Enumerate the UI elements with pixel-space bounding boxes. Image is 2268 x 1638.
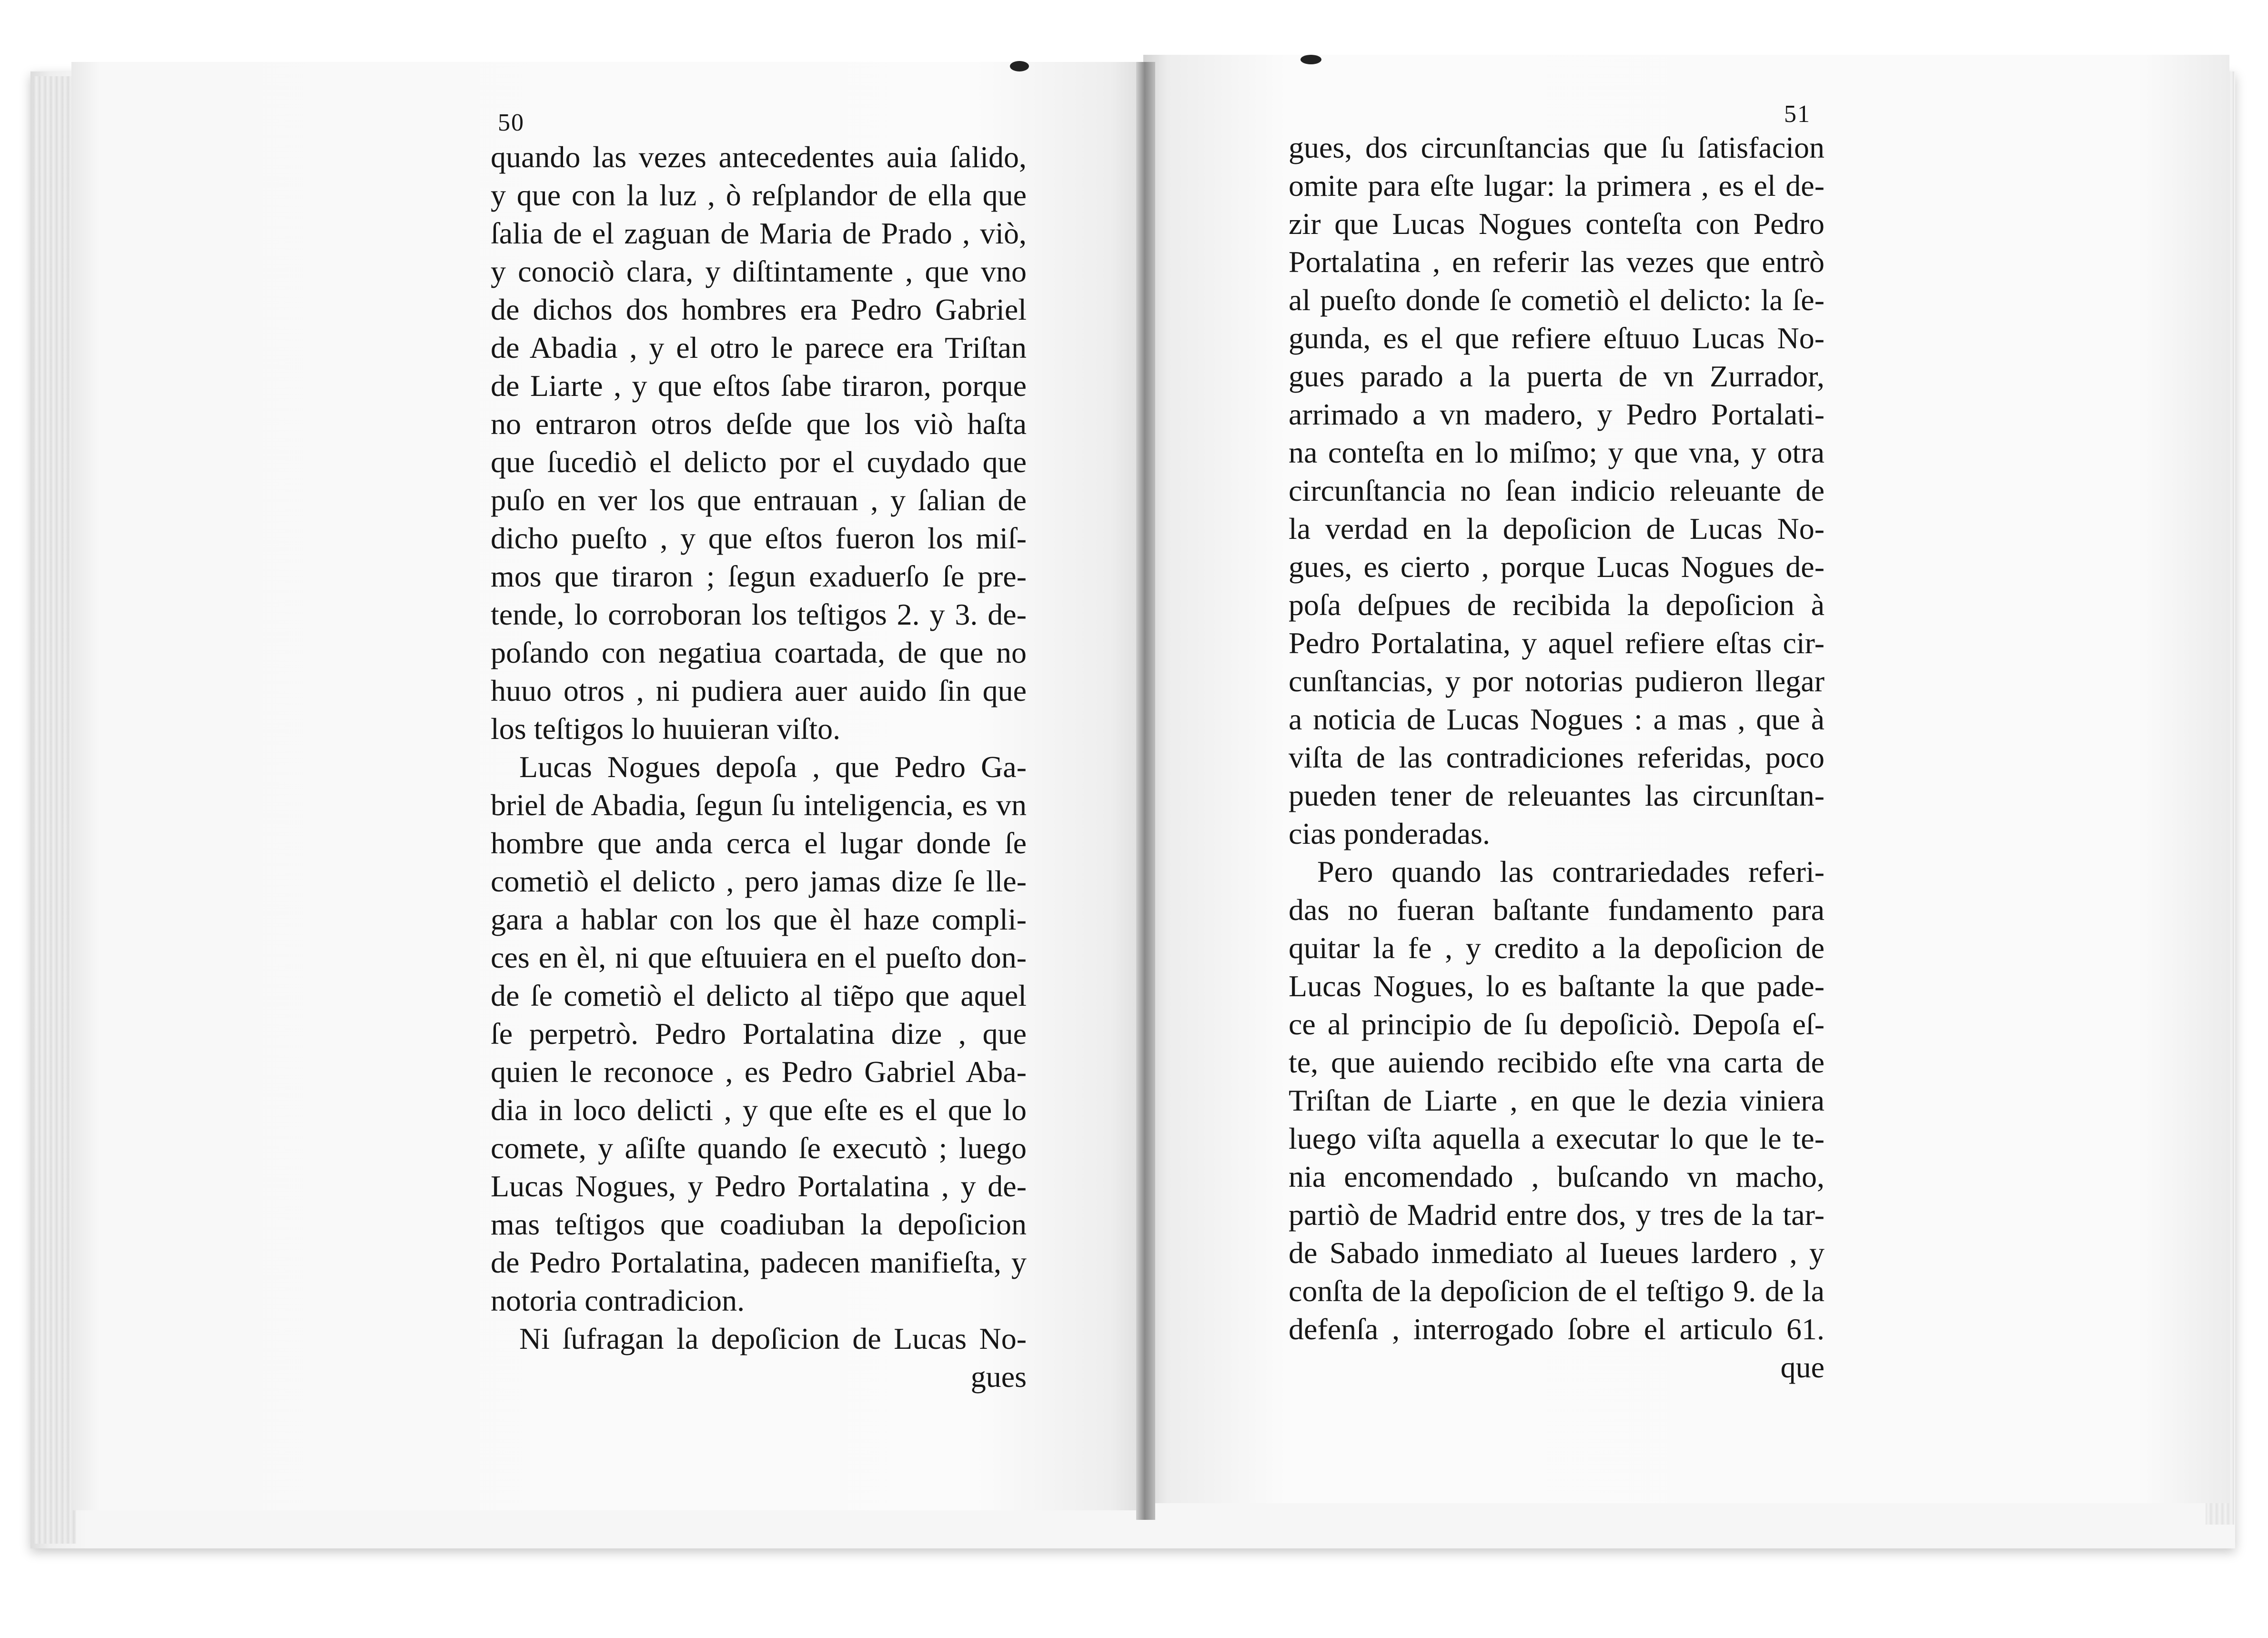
page-number-right: 51 <box>1784 101 1811 128</box>
text-line: Ni ſufragan la depoſicion de Lucas No- <box>519 1322 1027 1355</box>
text-line: de Pedro Portalatina, padecen manifieſta, y <box>491 1245 1027 1279</box>
page-edges-left <box>33 76 76 1544</box>
text-line: al pueſto donde ſe cometiò el delicto: la ſe- <box>1289 283 1824 317</box>
text-line: y que con la luz , ò reſplandor de ella que <box>491 178 1027 212</box>
text-line: quitar la fe , y credito a la depoſicion de <box>1289 931 1824 965</box>
text-line: cias ponderadas. <box>1289 817 1490 850</box>
text-line: de ſe cometiò el delicto al tiẽpo que aquel <box>491 979 1027 1012</box>
text-line: omite para eſte lugar: la primera , es el de- <box>1289 169 1824 202</box>
text-line: Portalatina , en referir las vezes que entrò <box>1289 245 1824 279</box>
text-line: ſe perpetrò. Pedro Portalatina dize , que <box>491 1017 1027 1051</box>
text-line: luego viſta aquella a executar lo que le te- <box>1289 1122 1824 1155</box>
text-line: partiò de Madrid entre dos, y tres de la tar- <box>1289 1198 1824 1232</box>
text-line: hombre que anda cerca el lugar donde ſe <box>491 826 1027 860</box>
text-line: ſalia de el zaguan de Maria de Prado , viò, <box>491 216 1027 250</box>
text-line: y conociò clara, y diſtintamente , que vno <box>491 254 1027 288</box>
ink-mark <box>1300 55 1321 64</box>
text-line: notoria contradicion. <box>491 1284 745 1317</box>
book-gutter <box>1136 62 1155 1520</box>
catchword: que <box>1780 1350 1824 1384</box>
text-line: conſta de la depoſicion de el teſtigo 9. de la <box>1289 1274 1824 1308</box>
text-line: briel de Abadia, ſegun ſu inteligencia, es vn <box>491 788 1027 822</box>
text-line: Lucas Nogues, lo es baſtante la que pade- <box>1289 969 1824 1003</box>
text-line: na conteſta en lo miſmo; y que vna, y otra <box>1289 435 1824 469</box>
text-line: tende, lo corroboran los teſtigos 2. y 3. de- <box>491 597 1027 631</box>
text-line: de dichos dos hombres era Pedro Gabriel <box>491 293 1027 326</box>
text-line: dicho pueſto , y que eſtos fueron los miſ- <box>491 521 1027 555</box>
text-line: viſta de las contradiciones referidas, poco <box>1289 740 1824 774</box>
text-line: defenſa , interrogado ſobre el articulo 61. <box>1289 1312 1824 1346</box>
text-line: de Liarte , y que eſtos ſabe tiraron, porque <box>491 369 1027 403</box>
text-line: la verdad en la depoſicion de Lucas No- <box>1289 512 1824 546</box>
text-line: gues parado a la puerta de vn Zurrador, <box>1289 359 1824 393</box>
text-line: los teſtigos lo huuieran viſto. <box>491 712 841 746</box>
text-line: Lucas Nogues, y Pedro Portalatina , y de- <box>491 1169 1027 1203</box>
text-line: Pero quando las contrariedades referi- <box>1317 855 1824 889</box>
text-line: quando las vezes antecedentes auia ſalido, <box>491 140 1027 174</box>
text-line: pueden tener de releuantes las circunſtan- <box>1289 779 1824 812</box>
text-line: das no fueran baſtante fundamento para <box>1289 893 1824 927</box>
show-through-marginal-note <box>200 917 448 939</box>
text-line: gara a hablar con los que èl haze compli- <box>491 902 1027 936</box>
text-line: arrimado a vn madero, y Pedro Portalati- <box>1289 397 1824 431</box>
text-line: cunſtancias, y por notorias pudieron llegar <box>1289 664 1824 698</box>
text-line: gues, dos circunſtancias que ſu ſatisfacion <box>1289 131 1824 164</box>
text-line: que ſucediò el delicto por el cuydado que <box>491 445 1027 479</box>
text-line: Triſtan de Liarte , en que le dezia viniera <box>1289 1083 1824 1117</box>
ink-mark <box>1010 61 1029 71</box>
text-line: Pedro Portalatina, y aquel refiere eſtas cir- <box>1289 626 1824 660</box>
text-line: mas teſtigos que coadiuban la depoſicion <box>491 1207 1027 1241</box>
text-line: ce al principio de ſu depoſiciò. Depoſa eſ- <box>1289 1007 1824 1041</box>
text-line: puſo en ver los que entrauan , y ſalian de <box>491 483 1027 517</box>
right-page-text <box>1289 129 1824 1386</box>
left-page-text <box>491 138 1027 1396</box>
text-line: nia encomendado , buſcando vn macho, <box>1289 1160 1824 1193</box>
text-line: dia in loco delicti , y que eſte es el que lo <box>491 1093 1027 1127</box>
text-line: huuo otros , ni pudiera auer auido ſin que <box>491 674 1027 708</box>
text-line: mos que tiraron ; ſegun exaduerſo ſe pre- <box>491 559 1027 593</box>
text-line: comete, y aſiſte quando ſe executò ; luego <box>491 1131 1027 1165</box>
text-line: gues, es cierto , porque Lucas Nogues de- <box>1289 550 1824 584</box>
text-line: no entraron otros deſde que los viò haſta <box>491 407 1027 441</box>
text-line: te, que auiendo recibido eſte vna carta de <box>1289 1045 1824 1079</box>
text-line: poſa deſpues de recibida la depoſicion à <box>1289 588 1824 622</box>
text-line: a noticia de Lucas Nogues : a mas , que à <box>1289 702 1824 736</box>
text-line: circunſtancia no ſean indicio releuante de <box>1289 474 1824 507</box>
text-line: de Sabado inmediato al Iueues lardero , y <box>1289 1236 1824 1270</box>
catchword: gues <box>970 1360 1027 1394</box>
text-line: de Abadia , y el otro le parece era Triſtan <box>491 331 1027 364</box>
text-line: zir que Lucas Nogues conteſta con Pedro <box>1289 207 1824 241</box>
text-line: quien le reconoce , es Pedro Gabriel Aba- <box>491 1055 1027 1089</box>
text-line: ces en èl, ni que eſtuuiera en el pueſto don- <box>491 940 1027 974</box>
text-line: Lucas Nogues depoſa , que Pedro Ga- <box>519 750 1027 784</box>
text-line: gunda, es el que refiere eſtuuo Lucas No- <box>1289 321 1824 355</box>
text-line: poſando con negatiua coartada, de que no <box>491 636 1027 669</box>
page-number-left: 50 <box>498 109 524 136</box>
text-line: cometiò el delicto , pero jamas dize ſe lle- <box>491 864 1027 898</box>
